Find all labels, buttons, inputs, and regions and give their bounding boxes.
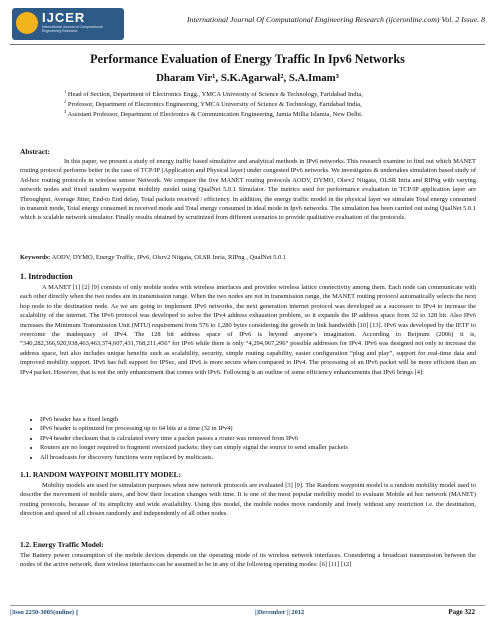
footer-issn: ||Issn 2250-3005(online) || <box>10 609 79 616</box>
list-item: • Routers are no longer required to fragment oversized packets; they can simply signal the source to send smaller packets <box>40 443 480 452</box>
list-item: • IPv4 header checksum that is calculated every time a packet passes a router was removed from IPv6 <box>40 434 480 443</box>
logo-subtext: International Journal of Computational Engineering Research <box>42 25 103 33</box>
rwp-heading: 1.1. RANDOM WAYPOINT MOBILITY MODEL: <box>20 470 181 479</box>
intro-text: A MANET [1] [2] [9] consists of only mobile nodes with wireless interfaces and provides wireless lattice connectivity among them. Each node can communicate with each other directly when the two nodes are in transmission range. When the two nodes are not in transmission range, the MANET routing protocol automatically selects the next hop node to the destination node. As we are going to implement IPv6 networks, the next generation internet protocol was developed as a successor to IPv4 to increase the scalability of the internet. The IPv6 protocol was developed to solve the IPv4 address exhaustion problem, so it expands the IP address space from 32 to 128 bit. Also IPv6 increases the Minimum Transmission Unit (MTU) requirement from 576 to 1,280 bytes considering the growth in link bandwidth [10] [13]. IPv6 was developed by the IETF to overcome the inadequacy of IPv4. The 128 bit address space of IPv6 is beyond anyone’s imagination. According to Beijnum (2006) it is, “340,282,366,920,938,463,463,374,607,431,768,211,456” for IPv6 while there is only “4,294,967,296” possible addresses for IPv4. IPv6 was designed not only to increase the address space, but also includes unique benefits such as scalability, security, simple routing capability, easier configuration “plug and play”, support for real-time data and improved mobility support. IPv6 has full support for IPSec, and IPv6 is more secure when compared to IPv4. The processing of an IPv6 packet will be more efficient than an IPv4 packet. However, that is not the only enhancement that comes with IPv6. Following is an outline of some efficiency enhancements that IPv6 brings [4]: <box>20 284 476 376</box>
abstract-text: In this paper, we present a study of energy traffic based simulative and analytical methods in IPv6 networks. This research examine to find out which MANET routing protocol performs better in the case of TCP/IP (Application and Physical layer) under congested IPv6 networks. We investigates & undertakes simulation based study of Ad-hoc routing protocols in wireless sensor Network. We compare the five MANET routing protocols AODV, DYMO, Olsrv2 Niigata, OLSR Inria and RIPng with varying network nodes and fixed random waypoint mobility model using QualNet 5.0.1 Simulator. The metrics used for performance evaluation in TCP/IP application layer are Throughput, Average Jitter, End-to End delay, Total packets received / efficiency. In addition, the energy traffic model in the physical layer we simulate Total energy consumed in transmit mode, Total energy consumed in received mode and Total energy consumed in ideal mode in Ipv6 networks. The simulation has been carried out using QualNet 5.0.1 which is scalable network simulator. Finally results obtained by scrutinized from different scenarios to provide qualitative evaluation of the protocols. <box>20 158 476 222</box>
list-item: • IPv6 header is optimized for processing up to 64 bits at a time (32 in IPv4) <box>40 424 480 433</box>
rwp-text: Mobility models are used for simulation purposes when new network protocols are evaluated [3] [9]. The Random waypoint model is a random mobility model used to describe the movement of mobile users, and how their location changes with time. It is one of the most popular mobility model to evaluate Mobile ad hoc network (MANET) routing protocols, because of its simplicity and wide availability. Using this model, the mobile nodes move randomly and freely without any restriction i.e. the destination, direction and speed of all chosen randomly and independently of all other nodes. <box>20 482 476 518</box>
energy-text: The Battery power consumption of the mobile devices depends on the operating mode of its wireless network interfaces. Considering a broadcast transmission between the nodes of the active network, then wireless interfaces can be assumed to be in any of the following operating modes: [6] [11] [12] <box>20 552 476 569</box>
paper-title: Performance Evaluation of Energy Traffic In Ipv6 Networks <box>90 52 405 66</box>
header-divider <box>10 44 485 45</box>
list-item: • IPv6 header has a fixed length <box>40 415 480 424</box>
page-number: Page 322 <box>448 608 475 616</box>
affiliation-3: $^3$ Assistant Professor, Department of Electronics & Communication Engineering, Jamia Millia Islamia, New Delhi. <box>64 109 363 119</box>
list-item: • All broadcasts for discovery functions were replaced by multicasts. <box>40 453 480 462</box>
affiliation-1: $^1$ Head of Section, Department of Electronics Engg., YMCA University of Science & Technology, Faridabad India, <box>64 89 363 99</box>
efficiency-list <box>28 415 480 462</box>
intro-heading: 1. Introduction <box>20 272 73 281</box>
journal-logo <box>12 8 124 40</box>
footer-divider <box>10 605 485 606</box>
energy-heading: 1.2. Energy Traffic Model: <box>20 540 104 549</box>
logo-mark-icon <box>16 12 38 34</box>
logo-text: IJCER <box>42 10 86 25</box>
paper-authors: Dharam Vir¹, S.K.Agarwal², S.A.Imam³ <box>156 72 339 84</box>
abstract-heading: Abstract: <box>20 147 50 156</box>
footer-date: ||December || 2012 <box>255 609 305 616</box>
keywords: Keywords: AODV, DYMO, Energy Traffic, IPv6, Olsrv2 Niigata, OLSR Inria, RIPng , QualNet 5.0.1 <box>20 254 287 261</box>
page-footer <box>10 607 485 619</box>
journal-line: International Journal Of Computational Engineering Research (ijceronline.com) Vol. 2 Issue. 8 <box>186 15 485 24</box>
page-header <box>8 6 487 42</box>
affiliation-2: $^2$ Professor, Department of Electronics Engineering, YMCA University of Science & Technology, Faridabad India, <box>64 99 362 109</box>
